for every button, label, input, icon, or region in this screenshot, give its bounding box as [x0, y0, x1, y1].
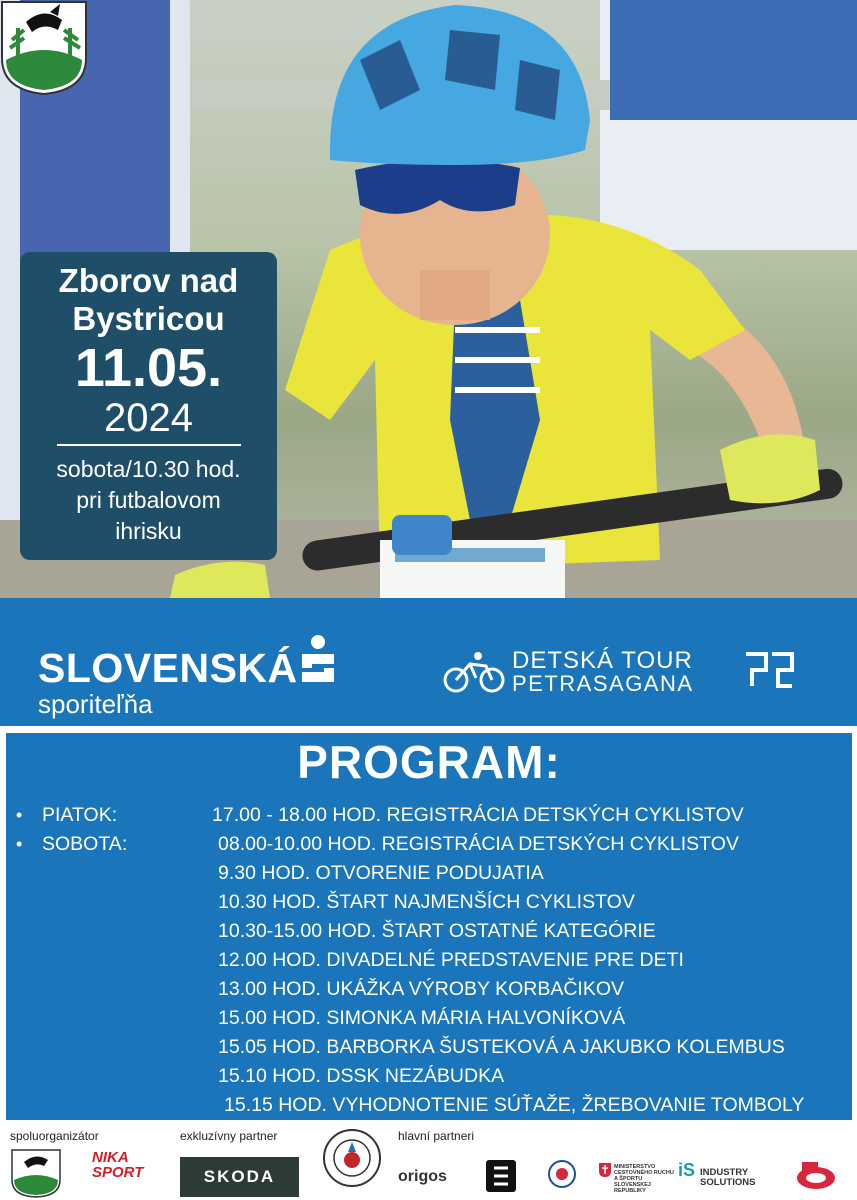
label-coorganizer: spoluorganizátor: [10, 1129, 99, 1143]
zborov-coat-of-arms-icon: [0, 0, 88, 96]
cyclist-icon: [442, 650, 506, 694]
label-exclusive-partner: exkluzívny partner: [180, 1129, 278, 1143]
program-item: 15.10 HOD. DSSK NEZÁBUDKA: [218, 1065, 505, 1087]
industry-solutions-logo: [678, 1160, 756, 1188]
event-venue-line2: ihrisku: [115, 518, 182, 544]
event-venue-line1: pri futbalovom: [76, 487, 221, 513]
sponsor-band: [0, 598, 857, 726]
zborov-coat-of-arms-small-icon: [10, 1148, 62, 1198]
origos-logo: origos: [398, 1168, 447, 1185]
label-main-partners: hlavní partneri: [398, 1129, 475, 1143]
tour-name-line1: DETSKÁ TOUR: [512, 647, 693, 674]
program-title: PROGRAM:: [297, 736, 561, 788]
hero-photo: [0, 0, 857, 598]
slovenska-sporitelna-logo: [38, 646, 298, 718]
sporitelna-s-icon: [296, 634, 340, 684]
event-place-line2: Bystricou: [72, 300, 225, 337]
police-seal-icon: [322, 1128, 382, 1188]
program-item: 12.00 HOD. DIVADELNÉ PREDSTAVENIE PRE DETI: [218, 949, 684, 971]
program-item: 10.30 HOD. ŠTART NAJMENŠÍCH CYKLISTOV: [218, 891, 635, 913]
partners-strip: [0, 1124, 857, 1200]
sportful-logo-icon: [486, 1160, 516, 1192]
sponsor-main-name: SLOVENSKÁ: [38, 645, 298, 691]
event-time: sobota/10.30 hod.: [56, 456, 241, 482]
program-item: 08.00-10.00 HOD. REGISTRÁCIA DETSKÝCH CYKLISTOV: [218, 833, 739, 855]
program-section: [6, 733, 852, 1120]
program-day-label: SOBOTA:: [42, 833, 128, 855]
drink-brand-logo-icon: [796, 1160, 836, 1190]
event-info-box: [20, 252, 277, 560]
event-year: 2024: [104, 396, 193, 440]
industry-line1: INDUSTRY: [700, 1167, 749, 1178]
petrasagana-mark-icon: [742, 650, 796, 690]
nika-sport-logo: [92, 1150, 143, 1180]
program-day-label: PIATOK:: [42, 804, 118, 826]
ministry-logo-text: MINISTERSTVO CESTOVNÉHO RUCHU A ŠPORTU SLOVENSKEJ REPUBLIKY: [614, 1164, 674, 1194]
program-item: 15.05 HOD. BARBORKA ŠUSTEKOVÁ A JAKUBKO KOLEMBUS: [218, 1036, 785, 1058]
sponsor-main-sub: sporiteľňa: [38, 689, 153, 719]
nika-text: NIKA: [92, 1149, 129, 1166]
program-item: 15.15 HOD. VYHODNOTENIE SÚŤAŽE, ŽREBOVANIE TOMBOLY: [224, 1094, 805, 1116]
event-place-line1: Zborov nad: [58, 262, 239, 299]
slovak-emblem-icon: [598, 1162, 612, 1178]
federation-badge-icon: [548, 1160, 576, 1188]
divider: [57, 444, 241, 446]
event-date: 11.05.: [74, 338, 223, 398]
program-item: 10.30-15.00 HOD. ŠTART OSTATNÉ KATEGÓRIE: [218, 920, 656, 942]
program-item: 13.00 HOD. UKÁŽKA VÝROBY KORBAČIKOV: [218, 978, 625, 1000]
tour-name-line2: PETRASAGANA: [512, 671, 694, 696]
industry-line2: SOLUTIONS: [700, 1177, 756, 1188]
program-item: 15.00 HOD. SIMONKA MÁRIA HALVONÍKOVÁ: [218, 1007, 626, 1029]
bullet: •: [16, 805, 23, 825]
program-item: 17.00 - 18.00 HOD. REGISTRÁCIA DETSKÝCH CYKLISTOV: [212, 804, 744, 826]
skoda-logo: SKODA: [180, 1157, 299, 1197]
industry-mark: iS: [678, 1160, 696, 1180]
sport-text: SPORT: [92, 1164, 144, 1181]
program-item: 9.30 HOD. OTVORENIE PODUJATIA: [218, 862, 544, 884]
bullet: •: [16, 834, 23, 854]
